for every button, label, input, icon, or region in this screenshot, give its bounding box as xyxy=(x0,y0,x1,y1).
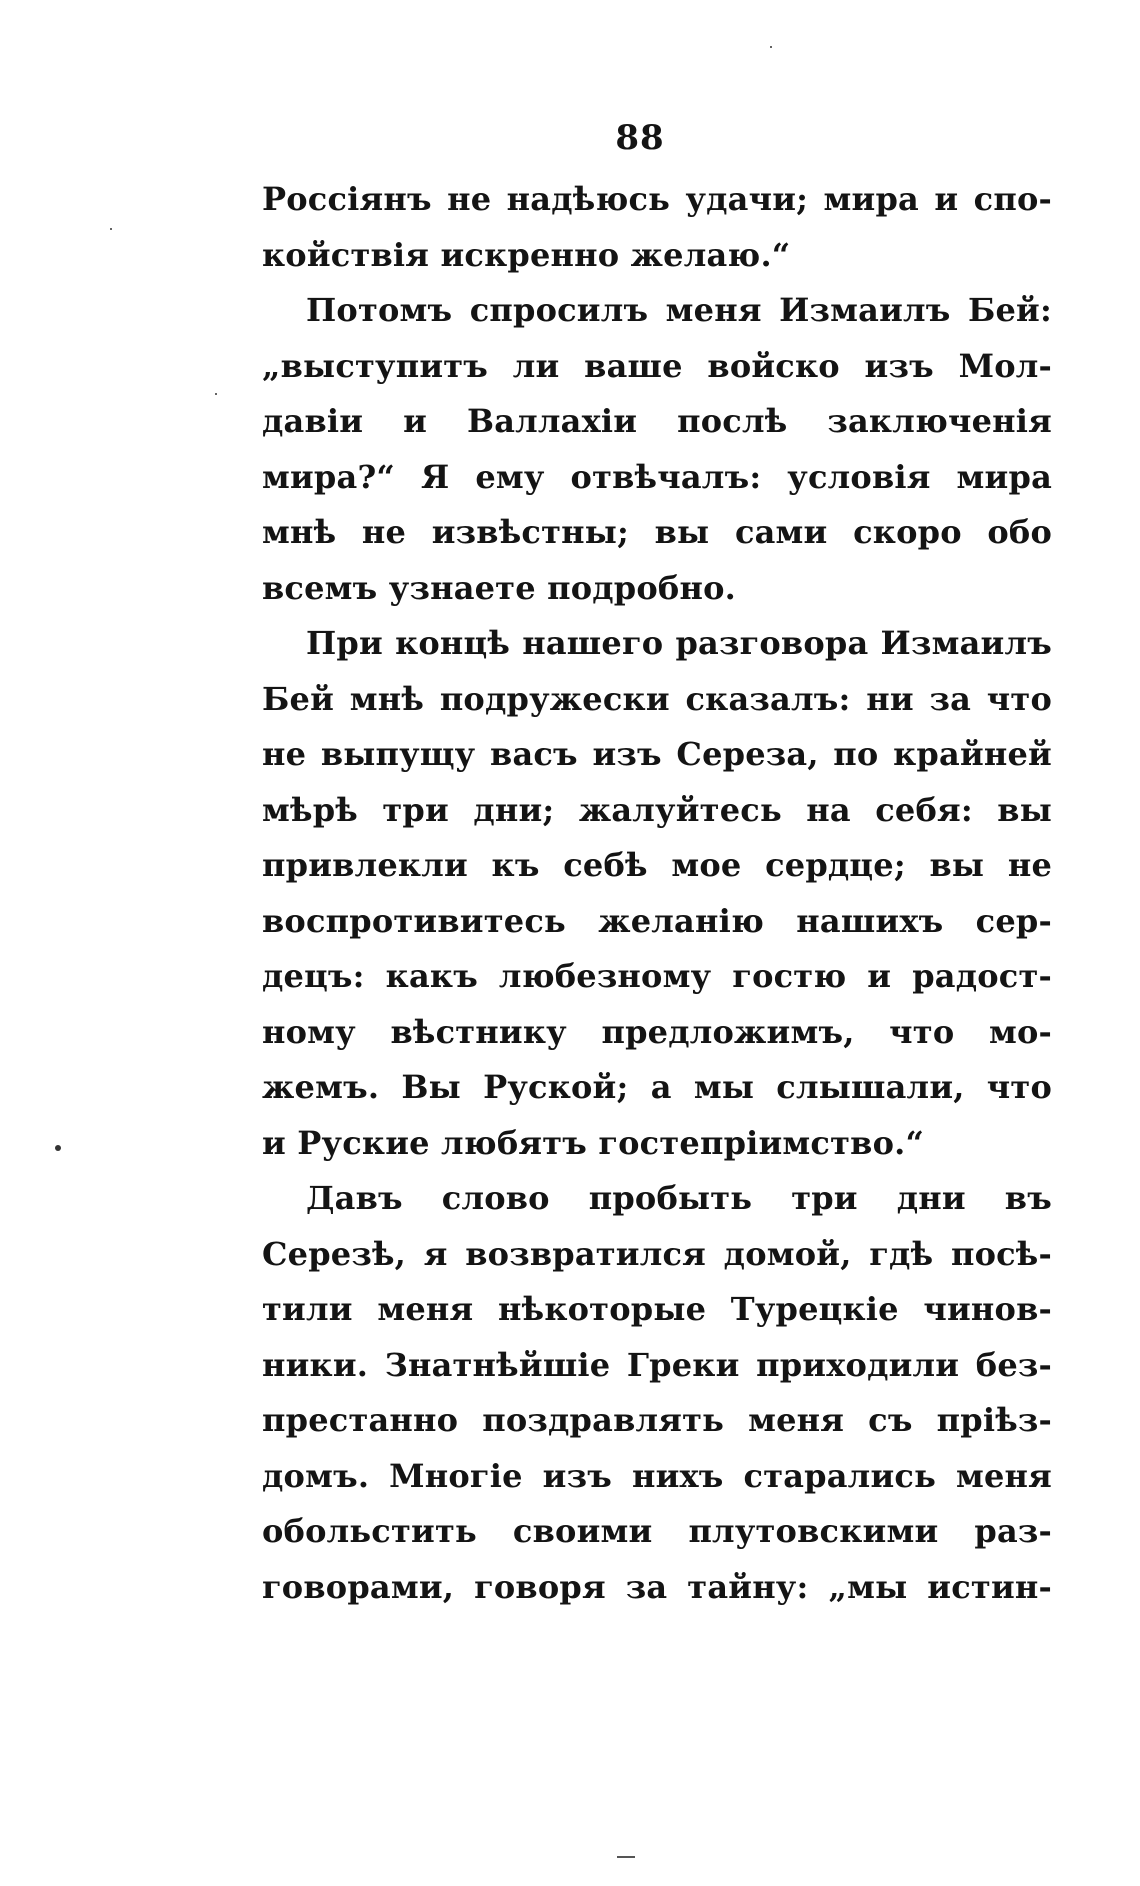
text-line: мѣрѣ три дни; жалуйтесь на себя: вы xyxy=(262,790,1052,829)
text-line: При концѣ нашего разговора Измаилъ xyxy=(306,624,1052,662)
scan-speck xyxy=(110,228,112,230)
text-line: не выпущу васъ изъ Сереза, по крайней xyxy=(262,735,1052,773)
text-line: ному вѣстнику предложимъ, что мо- xyxy=(262,1012,1052,1051)
text-line: мнѣ не извѣстны; вы сами скоро обо xyxy=(262,513,1052,551)
text-line: Потомъ спросилъ меня Измаилъ Бей: xyxy=(306,291,1052,329)
text-line: Россіянъ не надѣюсь удачи; мира и спо- xyxy=(262,180,1052,218)
text-line: тили меня нѣкоторые Турецкіе чинов- xyxy=(262,1290,1052,1328)
text-line: децъ: какъ любезному гостю и радост- xyxy=(262,957,1052,995)
scan-speck xyxy=(55,1145,61,1151)
scan-speck xyxy=(770,46,772,48)
scan-mark xyxy=(617,1856,635,1858)
scan-speck xyxy=(215,393,217,395)
text-line: обольстить своими плутовскими раз- xyxy=(262,1512,1052,1550)
page-number: 88 xyxy=(615,118,665,158)
text-line: ники. Знатнѣйшіе Греки приходили без- xyxy=(262,1345,1052,1384)
text-line: Серезѣ, я возвратился домой, гдѣ посѣ- xyxy=(262,1234,1052,1273)
text-line: давіи и Валлахіи послѣ заключенія xyxy=(262,402,1052,440)
text-line: привлекли къ себѣ мое сердце; вы не xyxy=(262,846,1052,884)
text-line: Давъ слово пробыть три дни въ xyxy=(306,1179,1052,1217)
body-text xyxy=(262,172,1052,1615)
text-line: мира?“ Я ему отвѣчалъ: условія мира xyxy=(262,457,1052,496)
text-line: „выступитъ ли ваше войско изъ Мол- xyxy=(262,346,1052,385)
text-line: воспротивитесь желанію нашихъ сер- xyxy=(262,901,1052,940)
text-line: жемъ. Вы Руской; а мы слышали, что xyxy=(262,1068,1052,1106)
text-line: Бей мнѣ подружески сказалъ: ни за что xyxy=(262,679,1052,718)
text-line: престанно поздравлять меня съ пріѣз- xyxy=(262,1401,1052,1439)
text-line: говорами, говоря за тайну: „мы истин- xyxy=(262,1567,1052,1606)
text-line: и Руские любятъ гостепріимство.“ xyxy=(262,1123,925,1162)
text-line: всемъ узнаете подробно. xyxy=(262,568,736,607)
text-line: койствія искренно желаю.“ xyxy=(262,235,791,274)
text-line: домъ. Многіе изъ нихъ старались меня xyxy=(262,1456,1052,1495)
